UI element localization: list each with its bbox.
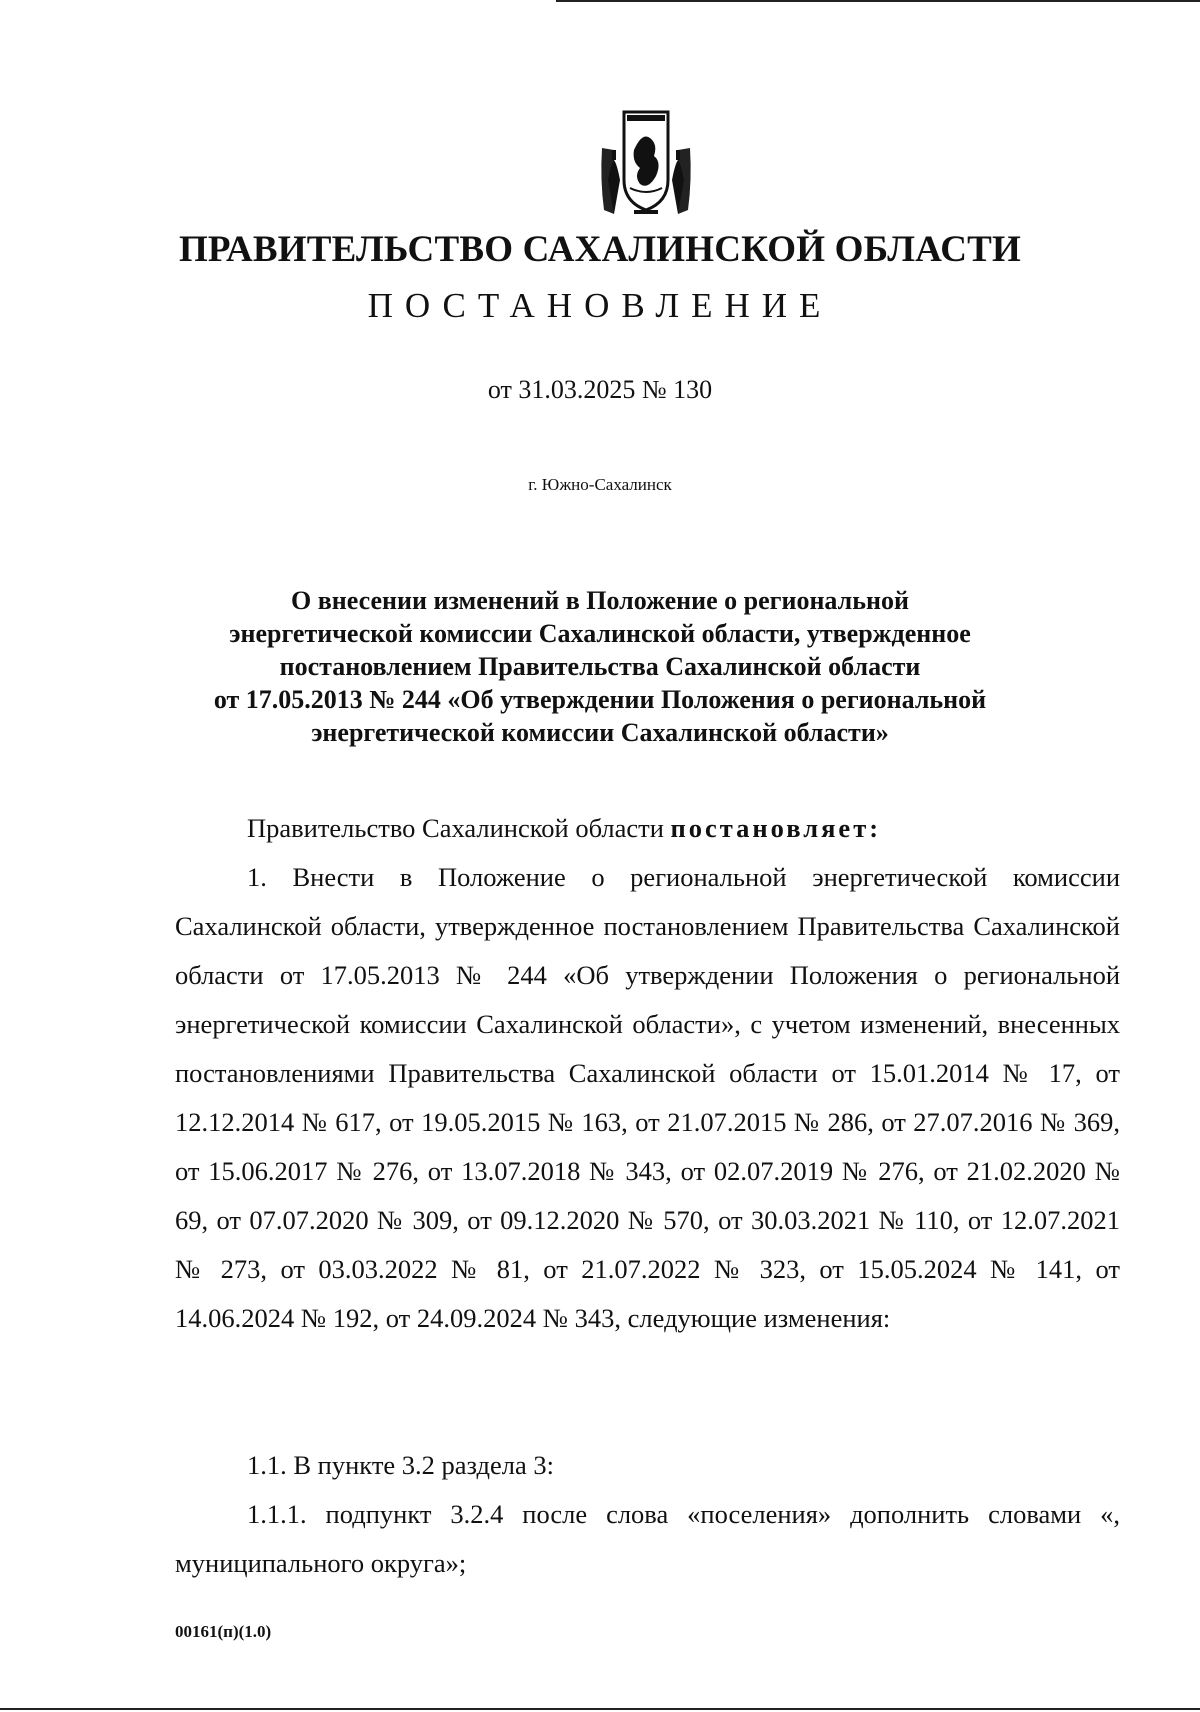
item-1-1-1: 1.1.1. подпункт 3.2.4 после слова «поселения» дополнить словами «, муниципального округа»; <box>175 1499 1120 1578</box>
bottom-edge-line <box>0 1708 1200 1710</box>
subject-line: постановлением Правительства Сахалинской области <box>279 652 921 681</box>
subject-line: от 17.05.2013 № 244 «Об утверждении Положения о региональной <box>213 685 987 714</box>
item-1-1: 1.1. В пункте 3.2 раздела 3: <box>247 1450 555 1480</box>
subject-line: энергетической комиссии Сахалинской области, утвержденное <box>229 619 971 648</box>
resolution-intro <box>247 804 1120 853</box>
sakhalin-coat-of-arms-icon <box>594 110 698 220</box>
document-city: г. Южно-Сахалинск <box>528 475 672 494</box>
top-edge-line <box>556 0 1200 2</box>
paragraph-1: 1. Внести в Положение о региональной энергетической комиссии Сахалинской области, утвержденное постановлением Правительства Сахалинской области от 17.05.2013 № 244 «Об утверждении Положения о региональной энергетической комиссии Сахалинской области», с учетом изменений, внесенных постановлениями Правительства Сахалинской области от 15.01.2014 № 17, от 12.12.2014 № 617, от 19.05.2015 № 163, от 21.07.2015 № 286, от 27.07.2016 № 369, от 15.06.2017 № 276, от 13.07.2018 № 343, от 02.07.2019 № 276, от 21.02.2020 № 69, от 07.07.2020 № 309, от 09.12.2020 № 570, от 30.03.2021 № 110, от 12.07.2021 № 273, от 03.03.2022 № 81, от 21.07.2022 № 323, от 15.05.2024 № 141, от 14.06.2024 № 192, от 24.09.2024 № 343, следующие изменения: <box>175 862 1120 1333</box>
document-subject <box>0 584 1200 749</box>
subject-line: О внесении изменений в Положение о региональной <box>291 586 909 615</box>
document-kind-title: ПОСТАНОВЛЕНИЕ <box>367 286 833 325</box>
subject-line: энергетической комиссии Сахалинской области» <box>311 718 889 747</box>
government-title: ПРАВИТЕЛЬСТВО САХАЛИНСКОЙ ОБЛАСТИ <box>178 229 1022 270</box>
document-code: 00161(п)(1.0) <box>175 1622 272 1641</box>
intro-prefix: Правительство Сахалинской области <box>247 813 671 843</box>
document-date-number: от 31.03.2025 № 130 <box>487 375 713 404</box>
intro-verb: постановляет: <box>670 813 882 843</box>
